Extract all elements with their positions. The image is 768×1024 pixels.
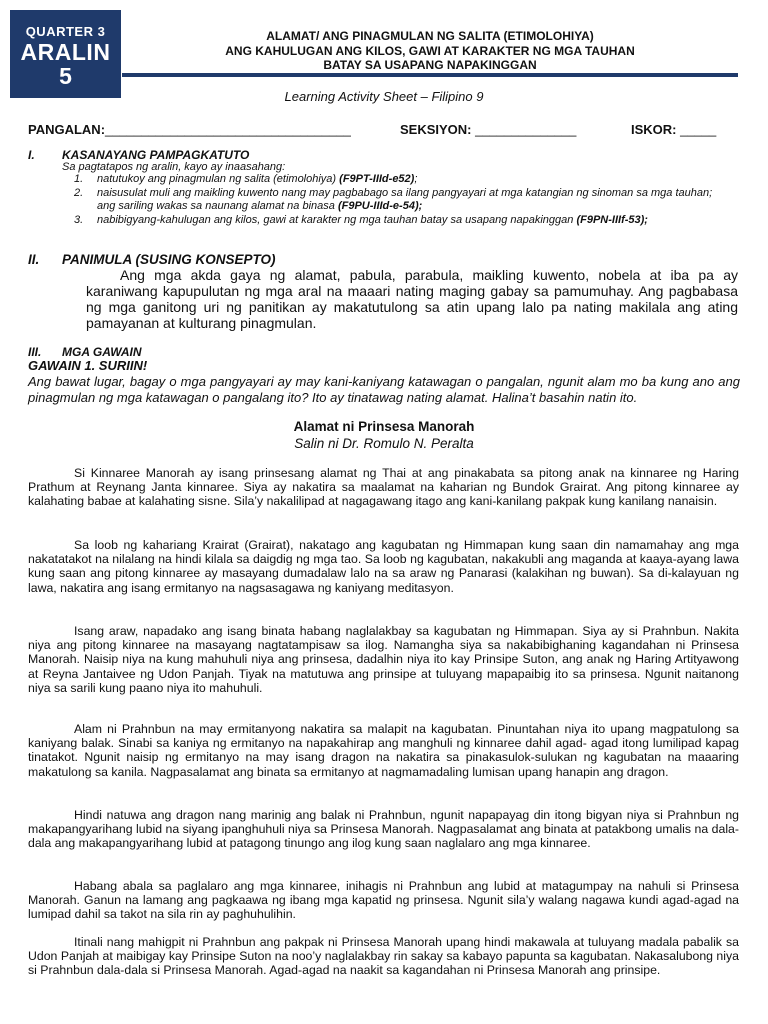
section-1-heading [28, 148, 249, 162]
objective-code: (F9PU-IIId-e-54); [337, 200, 423, 213]
title-line-2: ANG KAHULUGAN ANG KILOS, GAWI AT KARAKTER NG MGA TAUHAN [225, 43, 635, 58]
quarter-label: QUARTER 3 [25, 24, 106, 39]
objective-number: 3. [74, 213, 84, 226]
section-field[interactable] [400, 122, 576, 137]
objective-item [62, 214, 730, 228]
document-subtitle: Learning Activity Sheet – Filipino 9 [284, 89, 484, 104]
objective-text: nabibigyang-kahulugan ang kilos, gawi at karakter ng mga tauhan batay sa usapang napakinggan [97, 213, 577, 226]
section-label: SEKSIYON: [400, 122, 472, 137]
story-paragraph: Isang araw, napadako ang isang binata habang naglalakbay sa kagubatan ng Himmapan. Siya ay si Prahnbun. Nakita niya ang pitong kinnaree na masayang nagtatampisaw sa ilog. Namangha siya sa nakabibighaning kagandahan ni Prinsesa Manorah. Naisip niya na kung mahuhuli niya ang prinsesa, dadalhin niya ito kay Prinsipe Suton, ang anak ng Haring Artityawong at Reyna Jantaivee ng Udon Panjah. Tiyak na matutuwa ang prinsipe at tuluyang mapapaibig ito sa prinsesa. Ngunit naitanong niya sa sarili kung paano niya ito mahuhuli. [28, 624, 739, 695]
objective-text: natutukoy ang pinagmulan ng salita (etimolohiya) [97, 173, 340, 185]
objectives-list [62, 173, 730, 227]
objective-text: naisusulat muli ang maikling kuwento nang may pagbabago sa ilang pangyayari at mga katangian ng sinoman sa mga tauhan; ang sariling wakas sa naunang alamat na binasa [97, 186, 713, 213]
objective-code: (F9PN-IIIf-53); [576, 213, 648, 226]
name-field[interactable] [28, 122, 351, 137]
title-line-3: BATAY SA USAPANG NAPAKINGGAN [323, 58, 537, 72]
objective-item [62, 173, 730, 187]
objective-number: 1. [74, 173, 84, 185]
section-1-number: I. [28, 148, 35, 162]
story-paragraph: Sa loob ng kahariang Krairat (Grairat), nakatago ang kagubatan ng Himmapan kung saan din namamahay ang mga nakatatakot na nilalang na hindi kilala sa daigdig ng mga tao. Sa loob ng kagubatan, nakakubli ang maganda at kaaya-ayang lawa kung saan ang pitong kinnaree ay masayang dumadalaw lalo na sa araw ng Panarasi (kalakihan ng buwan). Sa di-kalayuan ng lawa, nakatira ang isang ermitanyo na nagsasagawa ng kaniyang meditasyon. [28, 538, 739, 595]
section-3-heading [28, 345, 142, 359]
aralin-label: ARALIN [20, 39, 111, 65]
story-translator: Salin ni Dr. Romulo N. Peralta [294, 436, 474, 451]
story-paragraph: Itinali nang mahigpit ni Prahnbun ang pakpak ni Prinsesa Manorah upang hindi makawala at tuluyang madala pabalik sa Udon Panjah at maibigay kay Prinsipe Suton na noo’y naglalakbay rin sakay sa kabayo papunta sa kagubatan. Nakasalubong niya si Prahnbun dala-dala si Prinsesa Manorah. Agad-agad na naakit sa kagandahan ni Prinsesa Manorah ang prinsipe. [28, 935, 739, 978]
title-line-1: ALAMAT/ ANG PINAGMULAN NG SALITA (ETIMOLOHIYA) [266, 29, 594, 43]
score-label: ISKOR: [631, 122, 677, 137]
section-2-body: Ang mga akda gaya ng alamat, pabula, parabula, maikling kuwento, nobela at iba pa ay karaniwang kapupulutan ng mga aral na maaari nating maging gabay sa pamumuhay. Ang pagbabasa ng mga ganitong uri ng panitikan ay makatutulong sa atin upang lalo pa nating makilala ang ating pamayanan at kulturang pinagmulan. [86, 267, 738, 331]
section-2-number: II. [28, 252, 40, 267]
lesson-number: 5 [59, 63, 72, 89]
header-rule [122, 73, 738, 77]
story-paragraph: Si Kinnaree Manorah ay isang prinsesang alamat ng Thai at ang pinakabata sa pitong anak na kinnaree ng Haring Prathum at Reynang Janta kinnaree. Siya ay nakatira sa maalamat na kaharian ng Bundok Grairat. Ang pitong kinnaree ay kalahating babae at kalahating sisne. Sila’y nakalilipad at nagagawang itago ang kani-kanilang pakpak kung kanilang nanaisin. [28, 466, 739, 509]
story-paragraph: Hindi natuwa ang dragon nang marinig ang balak ni Prahnbun, ngunit napapayag din itong bigyan niya si Prahnbun ng makapangyarihang lubid na siyang ipanghuhuli niya sa Prinsesa Manorah. Nagpasalamat ang binata at patakbong umalis na dala-dala ang makapangyarihang lubid at patagong tinungo ang ilog kung saan naglalaro ang mga kinnaree. [28, 808, 739, 851]
section-1-title: KASANAYANG PAMPAGKATUTO [62, 148, 250, 162]
story-paragraph: Habang abala sa paglalaro ang mga kinnaree, inihagis ni Prahnbun ang lubid at matagumpay na nahuli si Prinsesa Manorah. Ganun na lamang ang pagkaawa ng ibang mga kapatid ng prinsesa. Ngunit sila’y walang nagawa kundi agad-agad na lumipad dahil sa takot na sila rin ay paghuhulihin. [28, 879, 739, 922]
score-blank[interactable]: _____ [680, 122, 717, 137]
gawain-title: GAWAIN 1. SURIIN! [28, 358, 148, 373]
story-title: Alamat ni Prinsesa Manorah [293, 419, 475, 434]
section-3-title: MGA GAWAIN [62, 345, 142, 359]
lesson-badge [10, 10, 121, 98]
objective-number: 2. [74, 186, 84, 199]
section-blank[interactable]: ______________ [475, 122, 577, 137]
section-3-number: III. [28, 345, 42, 359]
document-title [122, 29, 738, 73]
objective-item [62, 187, 730, 214]
objective-tail: ; [414, 173, 418, 185]
name-blank[interactable]: __________________________________ [105, 122, 351, 137]
objective-code: (F9PT-IIId-e52) [339, 173, 415, 185]
story-paragraph: Alam ni Prahnbun na may ermitanyong nakatira sa malapit na kagubatan. Pinuntahan niya ito upang magpatulong sa kaniyang balak. Sinabi sa kaniya ng ermitanyo na napakahirap ang manghuli ng kinnaree dahil agad- agad itong lumilipad kapag tinatakot. Ngunit naisip ng ermitanyo na may isang dragon na nakatira sa pinakasulok-sulukan ng kagubatan na maaaring makatulong sa kanila. Nagpasalamat ang binata sa ermitanyo at nagmamadaling lumisan upang hanapin ang dragon. [28, 722, 739, 779]
name-label: PANGALAN: [28, 122, 106, 137]
gawain-intro: Ang bawat lugar, bagay o mga pangyayari ay may kani-kaniyang katawagan o pangalan, ngunit alam mo ba kung ano ang pinagmulan ng mga katawagan o pangalang ito? Ito ay tinatawag nating alamat. Halina’t basahin natin ito. [28, 374, 740, 405]
section-2-title: PANIMULA (SUSING KONSEPTO) [62, 252, 276, 267]
objectives-intro: Sa pagtatapos ng aralin, kayo ay inaasahang: [62, 161, 286, 173]
section-2-heading [28, 252, 276, 267]
score-field[interactable] [631, 122, 716, 137]
